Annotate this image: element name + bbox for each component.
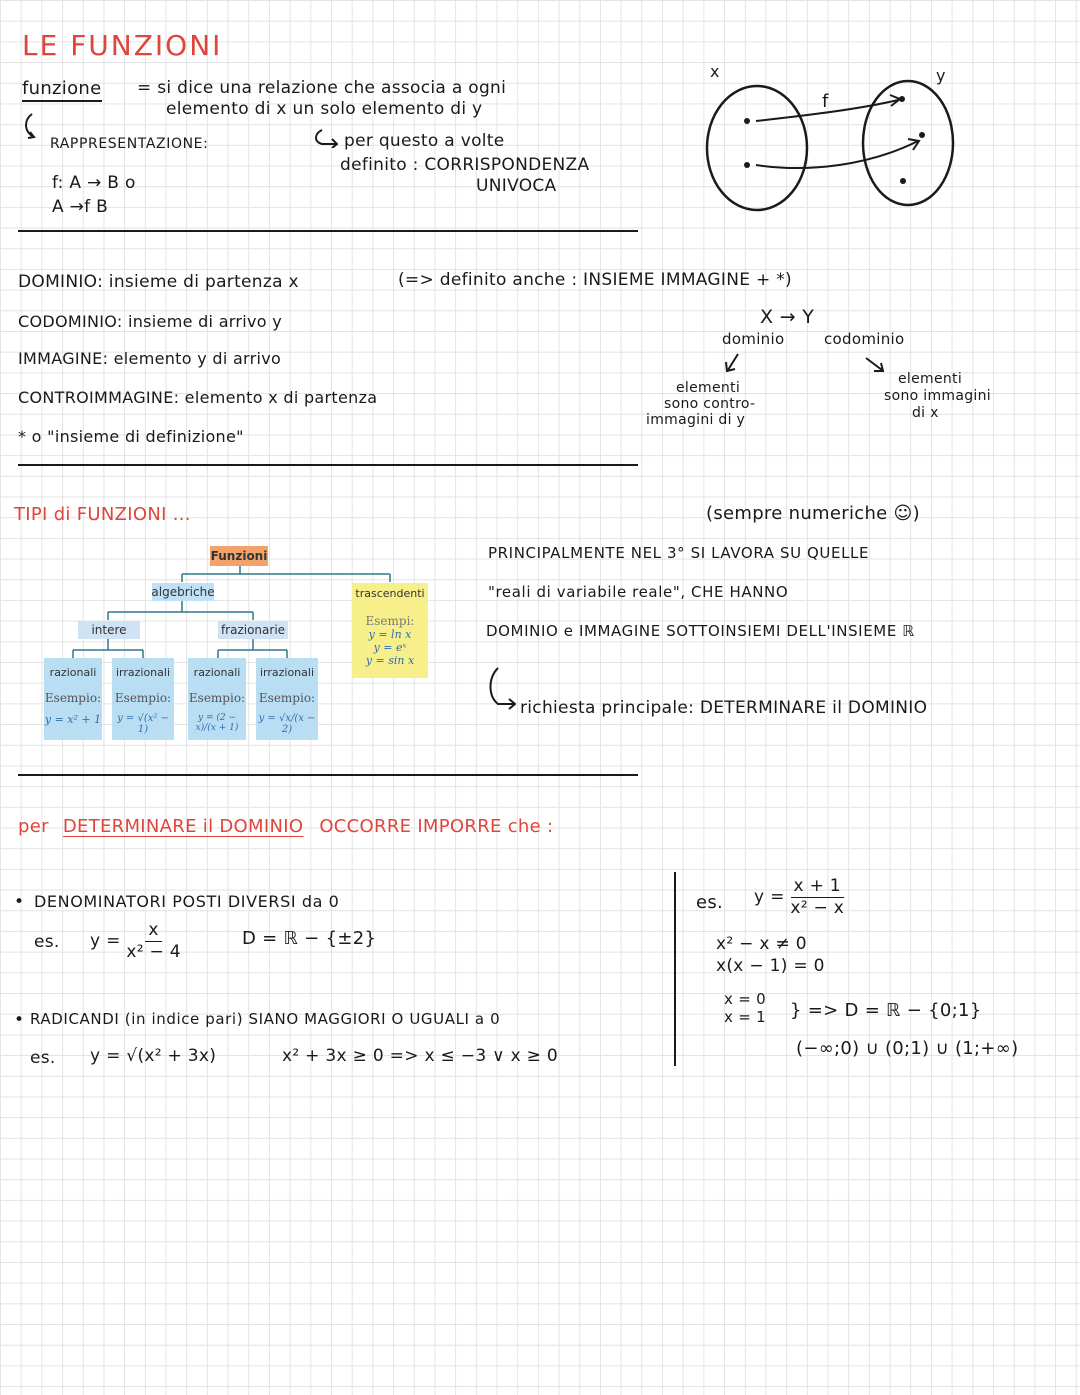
arrow-down-right-icon — [862, 356, 888, 376]
example-3-sol-2: x = 1 — [724, 1008, 767, 1026]
example-3-step-1: x² − x ≠ 0 — [716, 934, 807, 954]
taxonomy-leaf: irrazionali Esempio: y = √(x² − 1) — [112, 658, 174, 740]
domain-heading: per DETERMINARE il DOMINIO OCCORRE IMPORRE che : — [18, 816, 554, 837]
curved-arrow-icon — [312, 128, 338, 148]
representation-line-1: f: A → B o — [52, 173, 136, 193]
codominio-word: codominio — [824, 330, 905, 348]
term-immagine: IMMAGINE: elemento y di arrivo — [18, 349, 282, 368]
dominio-word: dominio — [722, 330, 785, 348]
types-line-3: DOMINIO e IMMAGINE SOTTOINSIEMI DELL'INSIEME ℝ — [486, 622, 915, 640]
taxonomy-algebraic: algebriche — [151, 585, 215, 599]
codominio-note-3: di x — [912, 405, 939, 421]
example-3-step-2: x(x − 1) = 0 — [716, 956, 825, 976]
bullet: • — [14, 1010, 25, 1030]
x-point — [744, 118, 750, 124]
taxonomy-root: Funzioni — [210, 546, 268, 566]
definition-line-2: elemento di x un solo elemento di y — [166, 99, 483, 119]
example-3-intervals: (−∞;0) ∪ (0;1) ∪ (1;+∞) — [796, 1038, 1019, 1059]
dominio-note-1: elementi — [676, 380, 741, 396]
definition-line-1: = si dice una relazione che associa a ogni — [137, 78, 507, 98]
set-y-label: y — [936, 66, 946, 85]
vertical-divider — [674, 872, 676, 1066]
term-controimmagine: CONTROIMMAGINE: elemento x di partenza — [18, 388, 378, 407]
example-label: es. — [30, 1048, 56, 1068]
taxonomy-integer: intere — [78, 621, 140, 639]
defined-also-note: (=> definito anche : INSIEME IMMAGINE + *) — [398, 270, 792, 290]
function-mapping-diagram — [690, 55, 980, 225]
bullet: • — [14, 892, 25, 912]
example-1-result: D = ℝ − {±2} — [242, 928, 377, 949]
definition-term: funzione — [22, 80, 102, 102]
map-notation: X → Y — [760, 306, 815, 328]
example-label: es. — [34, 932, 60, 952]
taxonomy-fractional: frazionarie — [218, 621, 288, 639]
term-star-note: * o "insieme di definizione" — [18, 427, 244, 446]
example-2: y = √(x² + 3x) — [90, 1046, 217, 1066]
types-line-1: PRINCIPALMENTE NEL 3° SI LAVORA SU QUELLE — [488, 544, 870, 562]
representation-line-2: A →f B — [52, 197, 109, 217]
example-3: y = $\frac{x + 1}{\text{x² − x}}$ — [754, 876, 845, 918]
representation-label: RAPPRESENTAZIONE: — [50, 136, 209, 152]
example-label: es. — [696, 892, 724, 913]
term-dominio: DOMINIO: insieme di partenza x — [18, 272, 299, 292]
example-3-result: } => D = ℝ − {0;1} — [790, 1000, 982, 1021]
types-line-4: richiesta principale: DETERMINARE il DOMINIO — [520, 698, 928, 718]
aside-line-3: UNIVOCA — [476, 176, 557, 196]
codominio-note-2: sono immagini — [884, 388, 991, 404]
set-y-ellipse — [863, 81, 953, 205]
x-point — [744, 162, 750, 168]
divider — [18, 464, 638, 466]
taxonomy-leaf: razionali Esempio: y = (2 − x)/(x + 1) — [188, 658, 246, 740]
aside-line-1: per questo a volte — [344, 131, 505, 151]
codominio-note-1: elementi — [898, 371, 963, 387]
dominio-note-2: sono contro- — [664, 396, 756, 412]
page-title: LE FUNZIONI — [22, 29, 223, 62]
types-line-2: "reali di variabile reale", CHE HANNO — [488, 583, 789, 601]
taxonomy-leaf: irrazionali Esempio: y = √x/(x − 2) — [256, 658, 318, 740]
types-note: (sempre numeriche ☺) — [706, 503, 920, 524]
y-point — [919, 132, 925, 138]
example-3-sol-1: x = 0 — [724, 990, 767, 1008]
types-heading: TIPI di FUNZIONI ... — [14, 504, 191, 525]
rule-radicands: RADICANDI (in indice pari) SIANO MAGGIORI O UGUALI a 0 — [30, 1010, 501, 1028]
term-codominio: CODOMINIO: insieme di arrivo y — [18, 312, 283, 331]
arrow-down-left-icon — [722, 352, 742, 374]
divider — [18, 774, 638, 776]
taxonomy-leaf: razionali Esempio: y = x² + 1 — [44, 658, 102, 740]
aside-line-2: definito : CORRISPONDENZA — [340, 155, 590, 175]
function-label: f — [822, 91, 829, 112]
set-x-label: x — [710, 62, 720, 81]
curved-arrow-icon — [486, 666, 516, 710]
map-arrow — [756, 141, 918, 168]
dominio-note-3: immagini di y — [646, 412, 746, 428]
example-1: y = $\frac{x}{\text{x² − 4}}$ — [90, 920, 181, 962]
function-taxonomy-chart — [40, 540, 440, 745]
example-2-result: x² + 3x ≥ 0 => x ≤ −3 ∨ x ≥ 0 — [282, 1046, 559, 1066]
divider — [18, 230, 638, 232]
rule-denominators: DENOMINATORI POSTI DIVERSI da 0 — [34, 892, 340, 911]
curved-arrow-icon — [22, 112, 48, 140]
y-point — [900, 178, 906, 184]
set-x-ellipse — [707, 86, 807, 210]
taxonomy-transcendent: trascendenti Esempi: y = ln x y = eˣ y = sin x — [352, 583, 428, 678]
